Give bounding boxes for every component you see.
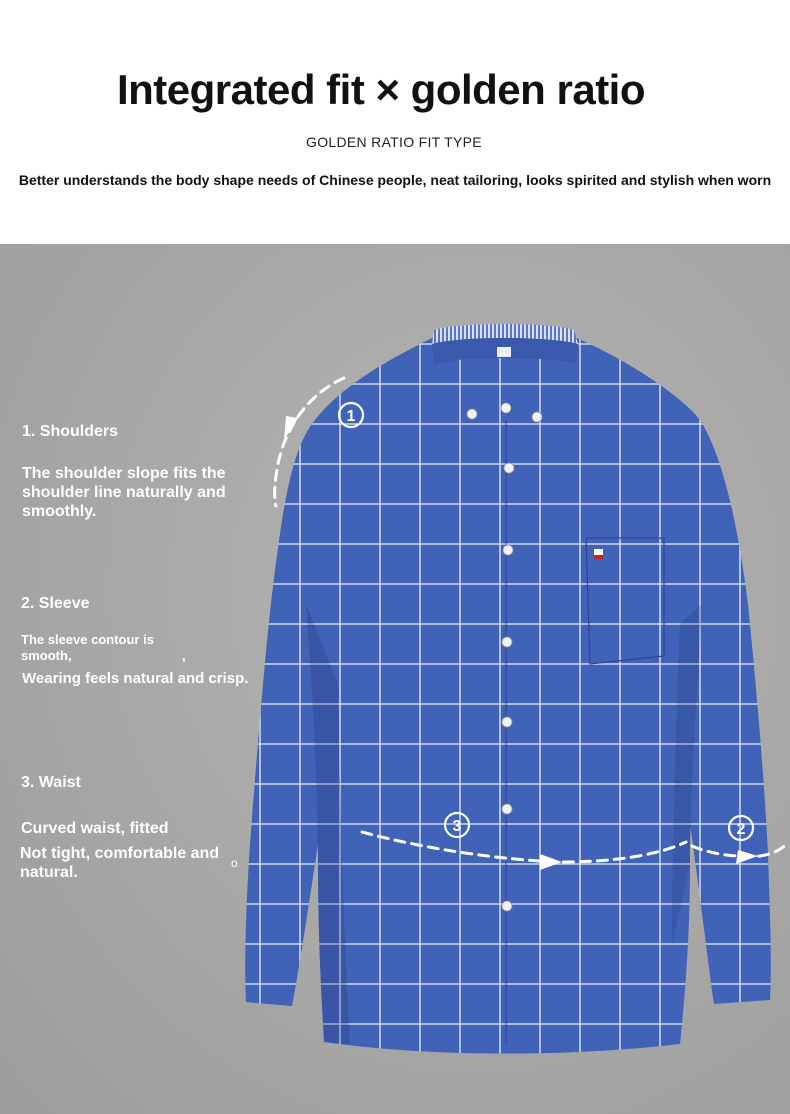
- feature-sleeve-heading: 2. Sleeve: [21, 595, 90, 612]
- feature-sleeve-small-text: [21, 632, 154, 664]
- feature-waist-text: [20, 844, 219, 882]
- feature-shoulders-text: [22, 464, 226, 521]
- page-subtitle: GOLDEN RATIO FIT TYPE: [306, 134, 482, 150]
- feature-waist-heading: 3. Waist: [21, 774, 81, 791]
- feature-text-line: shoulder line naturally and: [22, 484, 226, 501]
- feature-text-line: smoothly.: [22, 503, 97, 520]
- feature-shoulders-heading: 1. Shoulders: [22, 423, 119, 440]
- feature-waist-mark: o: [231, 856, 238, 870]
- chest-pocket-flag-icon: [594, 549, 603, 555]
- chest-pocket: [586, 538, 664, 664]
- feature-text-line: The shoulder slope fits the: [22, 465, 226, 482]
- page-title: Integrated fit × golden ratio: [116, 66, 646, 113]
- header: [0, 0, 790, 244]
- shirt-body: [302, 336, 705, 1054]
- page-description: Better understands the body shape needs of Chinese people, neat tailoring, looks spirited and stylish when worn: [18, 172, 772, 188]
- svg-text:2: 2: [736, 821, 746, 838]
- feature-waist-line1: Curved waist, fitted: [21, 820, 169, 837]
- feature-text-line: Not tight, comfortable and: [20, 845, 220, 862]
- product-image-area: [0, 244, 790, 1114]
- svg-text:1: 1: [346, 408, 356, 425]
- feature-text-line: natural.: [20, 864, 78, 881]
- feature-text-line: The sleeve contour is: [21, 632, 154, 647]
- feature-sleeve-comma: ,: [182, 648, 186, 663]
- feature-sleeve-text: Wearing feels natural and crisp.: [22, 670, 249, 687]
- svg-text:3: 3: [452, 818, 462, 835]
- feature-text-line: smooth,: [21, 648, 72, 663]
